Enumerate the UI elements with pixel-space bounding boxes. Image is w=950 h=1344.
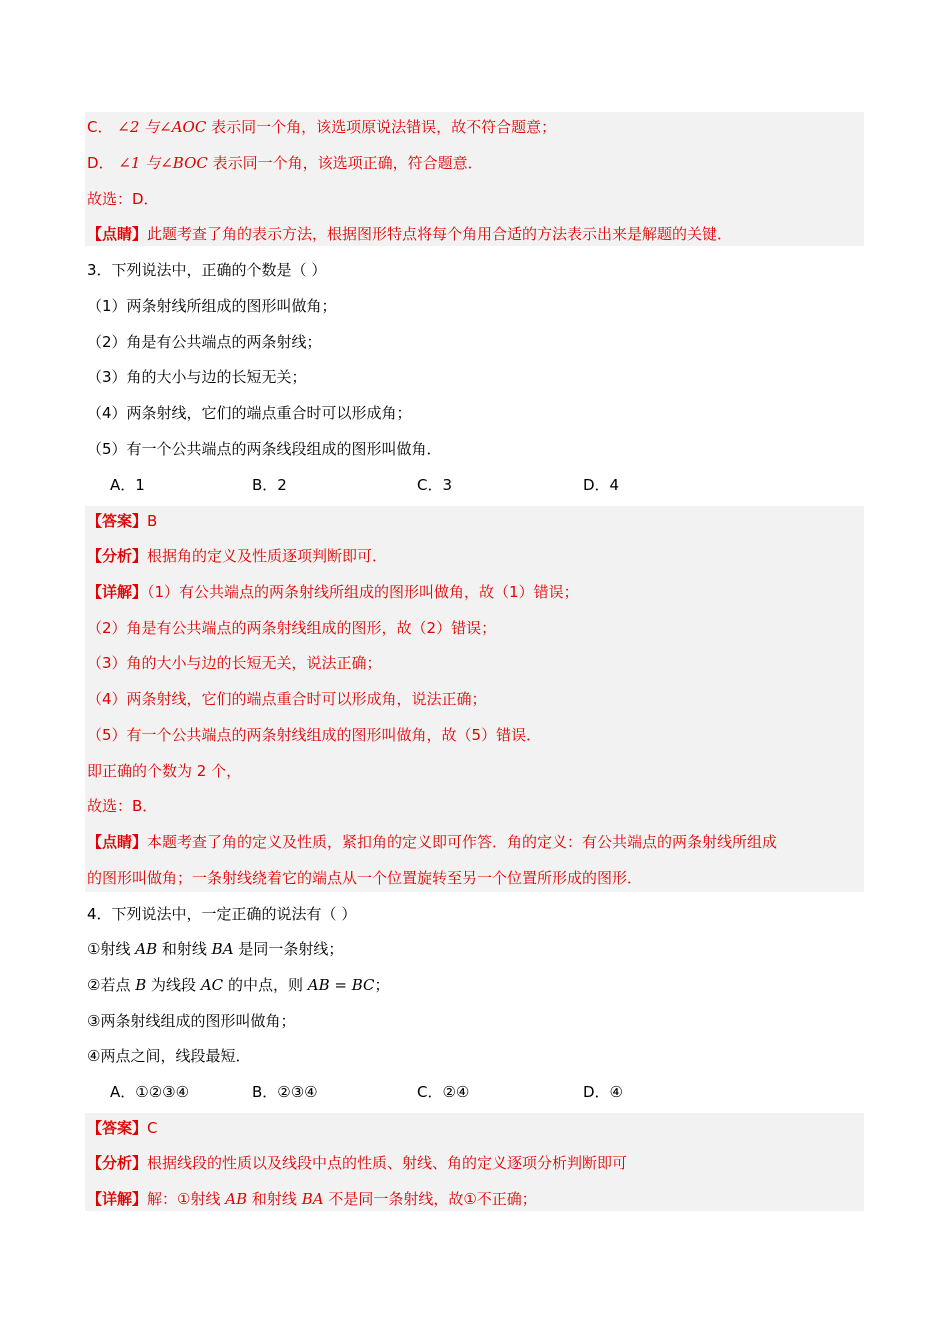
answer-value: C bbox=[147, 1119, 158, 1137]
detail-text: 解：①射线 bbox=[147, 1190, 221, 1208]
final-choice: 故选：B． bbox=[87, 797, 158, 815]
item-text: ①射线 bbox=[87, 940, 131, 958]
detail-line: （5）有一个公共端点的两条射线组成的图形叫做角，故（5）错误． bbox=[87, 726, 542, 744]
comment-text: 本题考查了角的定义及性质，紧扣角的定义即可作答．角的定义：有公共端点的两条射线所组成 bbox=[147, 833, 778, 851]
option-c-text: 表示同一个角，该选项原说法错误，故不符合题意； bbox=[211, 118, 557, 136]
comment-tag: 【点睛】 bbox=[87, 833, 148, 851]
question-3-stem: 3．下列说法中，正确的个数是（ ） bbox=[87, 261, 327, 279]
question-3-option-b: B．2 bbox=[252, 476, 287, 494]
comment-line bbox=[87, 223, 732, 245]
item-text: ②若点 bbox=[87, 976, 131, 994]
detail-text: （1）有公共端点的两条射线所组成的图形叫做角，故（1）错误； bbox=[147, 583, 579, 601]
answer-value: B bbox=[147, 512, 158, 530]
question-4-item bbox=[87, 974, 390, 996]
question-4-option-b: B．②③④ bbox=[252, 1083, 318, 1101]
angle-expression: ∠2 与∠AOC bbox=[117, 118, 207, 136]
question-4-option-a: A．①②③④ bbox=[110, 1083, 190, 1101]
solution-option-c bbox=[87, 116, 556, 138]
item-text: 为线段 bbox=[151, 976, 197, 994]
comment-text: 此题考查了角的表示方法，根据图形特点将每个角用合适的方法表示出来是解题的关键． bbox=[147, 225, 733, 243]
question-3-option-c: C．3 bbox=[417, 476, 453, 494]
answer-tag: 【答案】 bbox=[87, 1119, 148, 1137]
solution-option-d bbox=[87, 152, 483, 174]
item-text: ； bbox=[374, 976, 390, 994]
analysis-line bbox=[87, 1152, 627, 1174]
point-label: B bbox=[135, 976, 147, 994]
segment-label: AC bbox=[200, 976, 224, 994]
answer-tag: 【答案】 bbox=[87, 512, 148, 530]
option-d-label: D． bbox=[87, 154, 114, 172]
angle-expression: ∠1 与∠BOC bbox=[118, 154, 208, 172]
detail-line: （2）角是有公共端点的两条射线组成的图形，故（2）错误； bbox=[87, 619, 497, 637]
question-3-option-d: D．4 bbox=[583, 476, 620, 494]
detail-text: 和射线 bbox=[251, 1190, 297, 1208]
analysis-text: 根据线段的性质以及线段中点的性质、射线、角的定义逐项分析判断即可 bbox=[147, 1154, 628, 1172]
detail-line bbox=[87, 1188, 537, 1210]
question-4-item: ④两点之间，线段最短． bbox=[87, 1047, 251, 1065]
analysis-line bbox=[87, 545, 387, 567]
comment-line bbox=[87, 831, 777, 853]
question-3-item: （3）角的大小与边的长短无关； bbox=[87, 368, 307, 386]
detail-line: 即正确的个数为 2 个， bbox=[87, 762, 242, 780]
final-choice: 故选：D． bbox=[87, 190, 159, 208]
analysis-tag: 【分析】 bbox=[87, 1154, 148, 1172]
answer-line bbox=[87, 510, 157, 532]
detail-line bbox=[87, 581, 579, 603]
detail-line: （4）两条射线，它们的端点重合时可以形成角，说法正确； bbox=[87, 690, 487, 708]
analysis-tag: 【分析】 bbox=[87, 547, 148, 565]
option-c-label: C． bbox=[87, 118, 113, 136]
question-4-item: ③两条射线组成的图形叫做角； bbox=[87, 1012, 296, 1030]
question-3-option-a: A．1 bbox=[110, 476, 145, 494]
question-3-item: （1）两条射线所组成的图形叫做角； bbox=[87, 297, 337, 315]
comment-tag: 【点睛】 bbox=[87, 225, 148, 243]
detail-tag: 【详解】 bbox=[87, 1190, 148, 1208]
ray-label: AB bbox=[135, 940, 158, 958]
question-4-stem: 4．下列说法中，一定正确的说法有（ ） bbox=[87, 905, 357, 923]
option-d-text: 表示同一个角，该选项正确，符合题意． bbox=[212, 154, 483, 172]
item-text: 的中点，则 bbox=[227, 976, 303, 994]
ray-label: AB bbox=[225, 1190, 248, 1208]
question-3-item: （5）有一个公共端点的两条线段组成的图形叫做角． bbox=[87, 440, 442, 458]
answer-line bbox=[87, 1117, 158, 1139]
detail-tag: 【详解】 bbox=[87, 583, 148, 601]
ray-label: BA bbox=[211, 940, 234, 958]
question-3-item: （4）两条射线，它们的端点重合时可以形成角； bbox=[87, 404, 412, 422]
question-3-item: （2）角是有公共端点的两条射线； bbox=[87, 333, 322, 351]
item-text: 和射线 bbox=[161, 940, 207, 958]
question-4-option-c: C．②④ bbox=[417, 1083, 470, 1101]
question-4-option-d: D．④ bbox=[583, 1083, 623, 1101]
detail-text: 不是同一条射线，故①不正确； bbox=[328, 1190, 537, 1208]
detail-line: （3）角的大小与边的长短无关，说法正确； bbox=[87, 654, 382, 672]
item-text: 是同一条射线； bbox=[238, 940, 344, 958]
equation: AB = BC bbox=[307, 976, 375, 994]
comment-line: 的图形叫做角；一条射线绕着它的端点从一个位置旋转至另一个位置所形成的图形． bbox=[87, 869, 643, 887]
ray-label: BA bbox=[301, 1190, 324, 1208]
analysis-text: 根据角的定义及性质逐项判断即可． bbox=[147, 547, 388, 565]
question-4-item bbox=[87, 938, 343, 960]
